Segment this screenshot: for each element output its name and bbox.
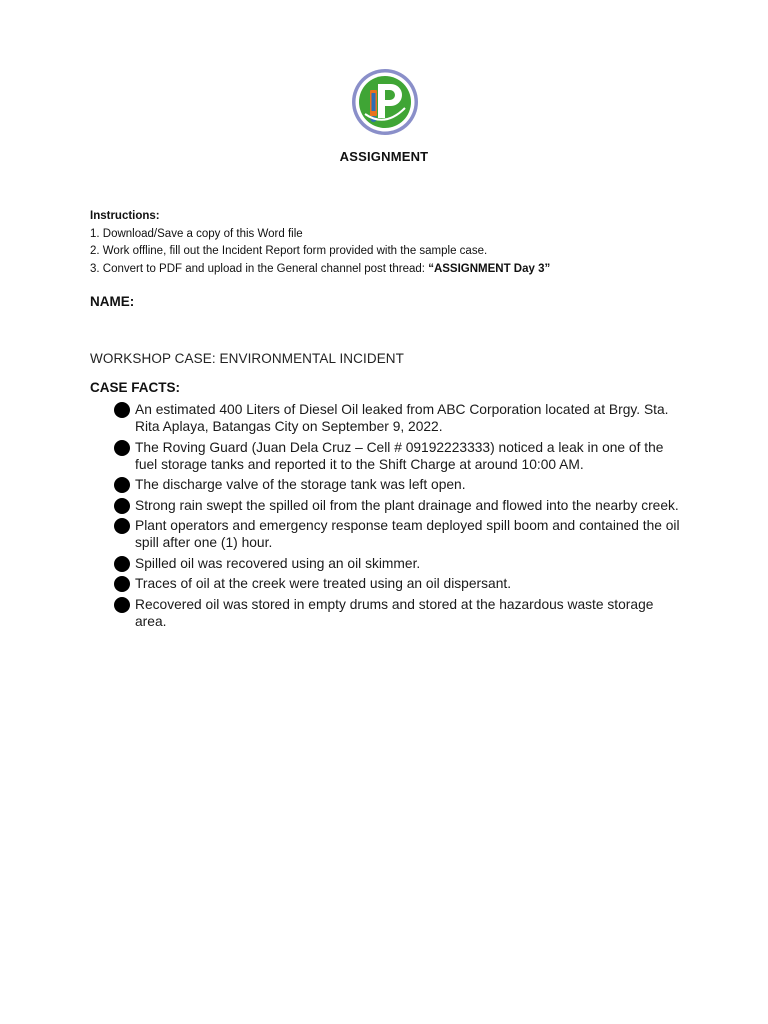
instructions-heading: Instructions: bbox=[90, 210, 160, 222]
instruction-step-2: 2. Work offline, fill out the Incident Report form provided with the sample case. bbox=[90, 245, 488, 257]
list-item bbox=[114, 439, 684, 473]
fact-text: The discharge valve of the storage tank was left open. bbox=[135, 477, 466, 492]
bullet-icon bbox=[114, 440, 130, 456]
instruction-step-3-thread-name: “ASSIGNMENT Day 3” bbox=[428, 262, 551, 275]
fact-text: Traces of oil at the creek were treated using an oil dispersant. bbox=[135, 576, 512, 591]
case-facts-list bbox=[114, 401, 684, 633]
instruction-step-3 bbox=[90, 261, 550, 279]
bullet-icon bbox=[114, 518, 130, 534]
workshop-case-heading: WORKSHOP CASE: ENVIRONMENTAL INCIDENT bbox=[90, 351, 404, 366]
bullet-icon bbox=[114, 498, 130, 514]
organization-logo bbox=[351, 68, 419, 136]
document-title: ASSIGNMENT bbox=[339, 149, 429, 164]
list-item bbox=[114, 476, 684, 493]
instruction-step-1: 1. Download/Save a copy of this Word file bbox=[90, 227, 303, 240]
bullet-icon bbox=[114, 477, 130, 493]
instruction-step-3-text: 3. Convert to PDF and upload in the General channel post thread: bbox=[90, 262, 429, 275]
list-item bbox=[114, 401, 684, 435]
fact-text: Strong rain swept the spilled oil from the plant drainage and flowed into the nearby creek. bbox=[135, 497, 679, 513]
fact-text: Plant operators and emergency response team deployed spill boom and contained the oil spill after one (1) hour. bbox=[135, 518, 680, 550]
list-item bbox=[114, 596, 684, 630]
instructions-block bbox=[90, 208, 550, 278]
name-label: NAME: bbox=[90, 294, 135, 309]
bullet-icon bbox=[114, 597, 130, 613]
list-item bbox=[114, 575, 684, 592]
bullet-icon bbox=[114, 556, 130, 572]
fact-text: Spilled oil was recovered using an oil skimmer. bbox=[135, 555, 421, 571]
bullet-icon bbox=[114, 402, 130, 418]
fact-text: Recovered oil was stored in empty drums and stored at the hazardous waste storage area. bbox=[135, 596, 654, 629]
list-item bbox=[114, 497, 684, 514]
case-facts-heading: CASE FACTS: bbox=[90, 380, 181, 395]
bullet-icon bbox=[114, 576, 130, 592]
list-item bbox=[114, 555, 684, 572]
fact-text: The Roving Guard (Juan Dela Cruz – Cell # 09192223333) noticed a leak in one of the fuel storage tanks and reported it to the Shift Charge at around 10:00 AM. bbox=[135, 439, 664, 472]
list-item bbox=[114, 517, 684, 551]
fact-text: An estimated 400 Liters of Diesel Oil leaked from ABC Corporation located at Brgy. Sta. Rita Aplaya, Batangas City on September 9, 2022. bbox=[135, 402, 669, 434]
